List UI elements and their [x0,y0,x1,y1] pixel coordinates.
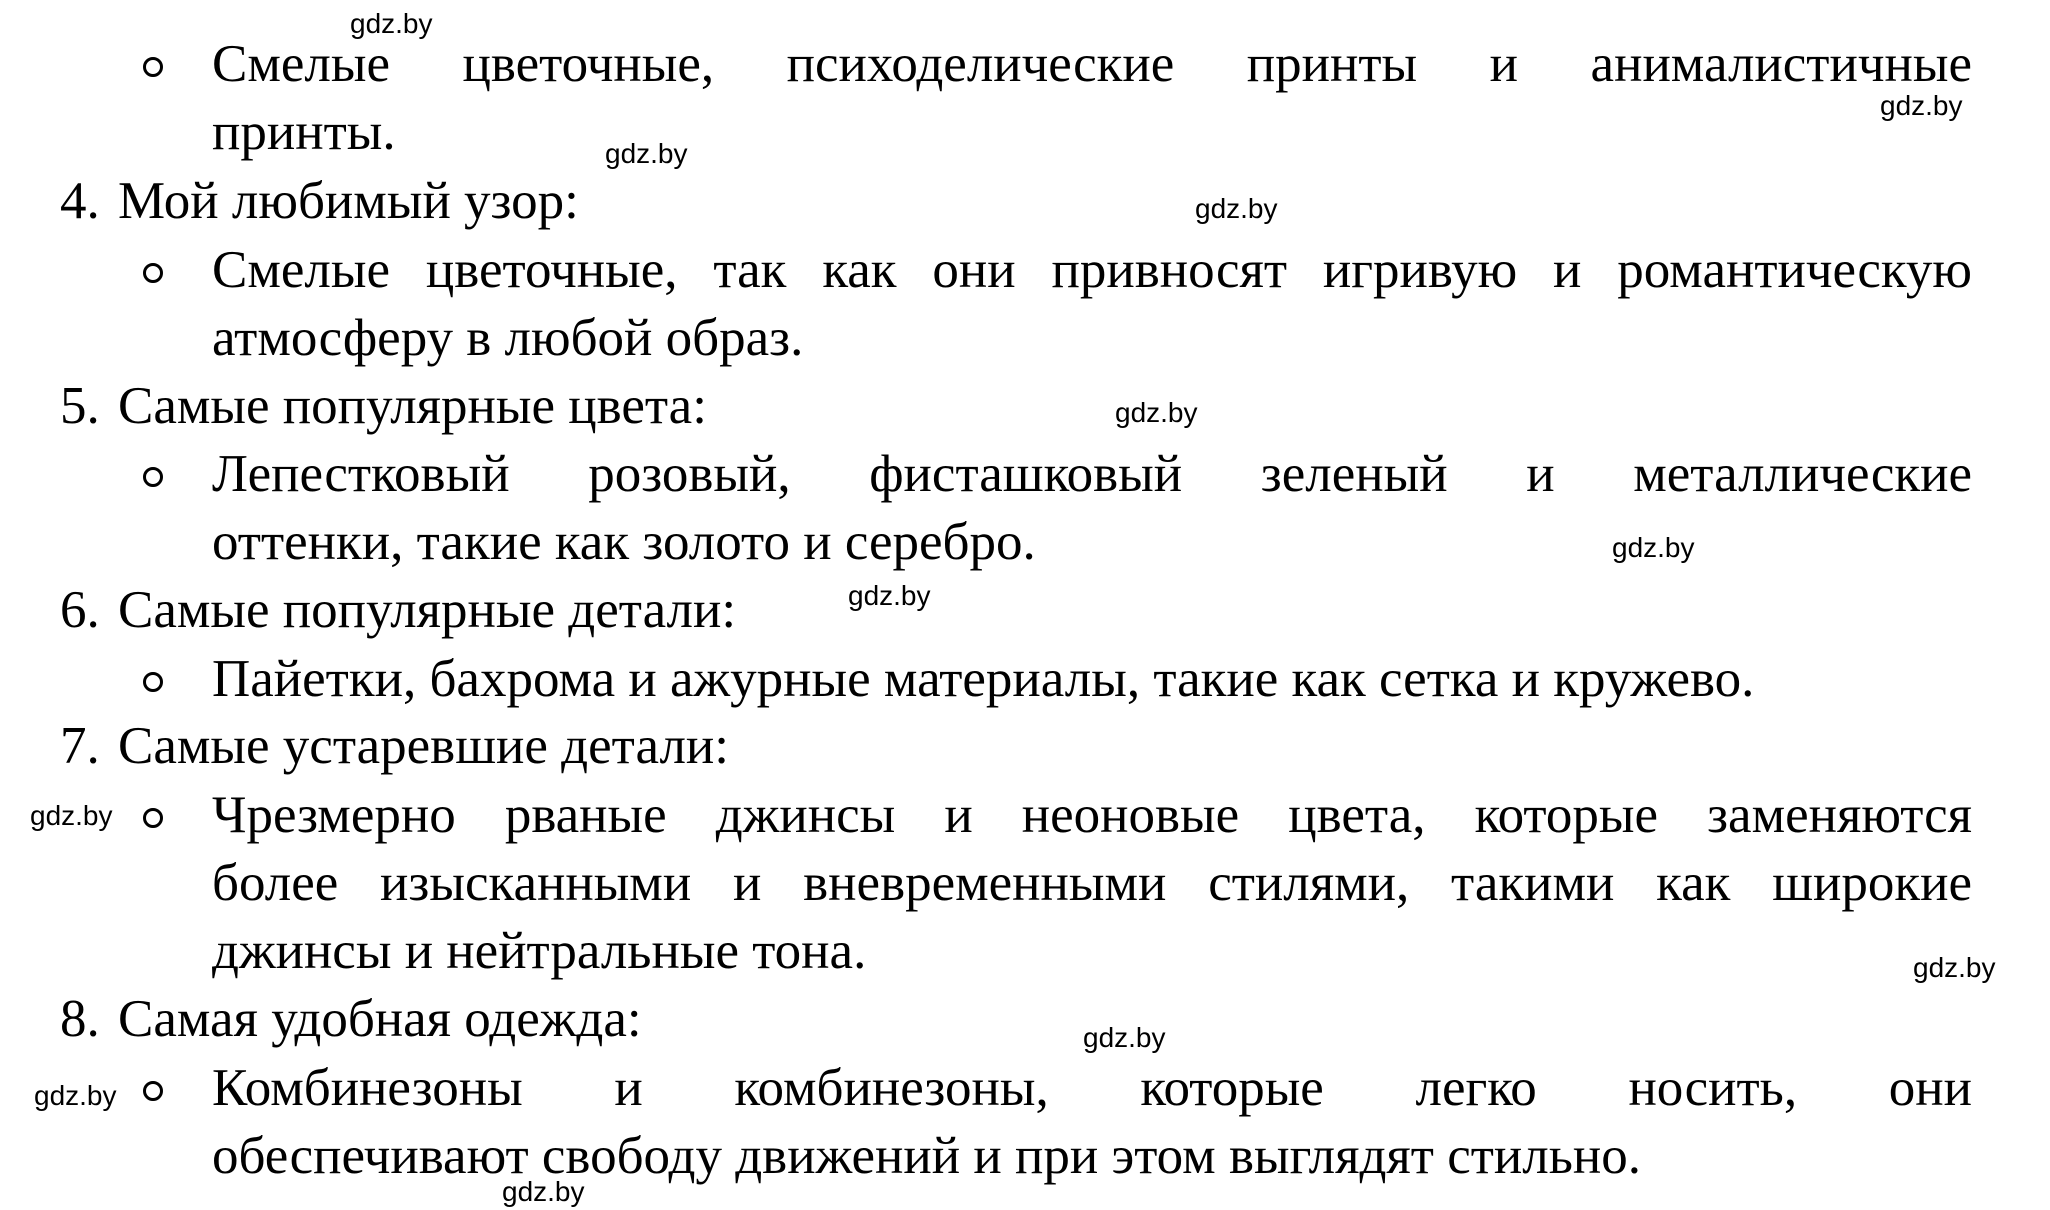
item-number: 5. [60,377,100,435]
watermark-text: gdz.by [1880,90,1963,121]
item-heading: Самая удобная одежда: [118,990,642,1048]
bullet-text-line: принты. [212,103,396,161]
item-heading: Самые популярные детали: [118,581,737,639]
bullet-circle-icon [143,1081,163,1101]
bullet-circle-icon [143,672,163,692]
watermark-text: gdz.by [34,1080,117,1111]
watermark-text: gdz.by [848,580,931,611]
item-heading: Самые устаревшие детали: [118,717,729,775]
watermark-text: gdz.by [1195,193,1278,224]
bullet-text-line: более изысканными и вневременными стилями, такими как широкие [212,854,1972,912]
bullet-text-line: атмосферу в любой образ. [212,309,804,367]
watermark-text: gdz.by [1083,1022,1166,1053]
item-number: 4. [60,172,100,230]
bullet-circle-icon [143,467,163,487]
item-number: 7. [60,717,100,775]
bullet-text-line: Комбинезоны и комбинезоны, которые легко носить, они [212,1059,1972,1117]
bullet-circle-icon [143,57,163,77]
item-heading: Мой любимый узор: [118,172,579,230]
bullet-text-line: оттенки, такие как золото и серебро. [212,513,1036,571]
item-number: 8. [60,990,100,1048]
watermark-text: gdz.by [1612,532,1695,563]
watermark-text: gdz.by [30,800,113,831]
item-number: 6. [60,581,100,639]
bullet-text-line: Смелые цветочные, так как они привносят игривую и романтическую [212,241,1972,299]
bullet-circle-icon [143,263,163,283]
watermark-text: gdz.by [1115,397,1198,428]
watermark-text: gdz.by [350,8,433,39]
bullet-text-line: Лепестковый розовый, фисташковый зеленый и металлические [212,445,1972,503]
bullet-text-line: Смелые цветочные, психоделические принты и анималистичные [212,35,1972,93]
watermark-text: gdz.by [605,138,688,169]
watermark-text: gdz.by [502,1176,585,1207]
watermark-text: gdz.by [1913,952,1996,983]
bullet-text-line: обеспечивают свободу движений и при этом выглядят стильно. [212,1127,1641,1185]
bullet-text-line: джинсы и нейтральные тона. [212,922,867,980]
bullet-text-line: Чрезмерно рваные джинсы и неоновые цвета, которые заменяются [212,786,1972,844]
bullet-text-line: Пайетки, бахрома и ажурные материалы, такие как сетка и кружево. [212,650,1755,708]
item-heading: Самые популярные цвета: [118,377,707,435]
bullet-circle-icon [143,808,163,828]
